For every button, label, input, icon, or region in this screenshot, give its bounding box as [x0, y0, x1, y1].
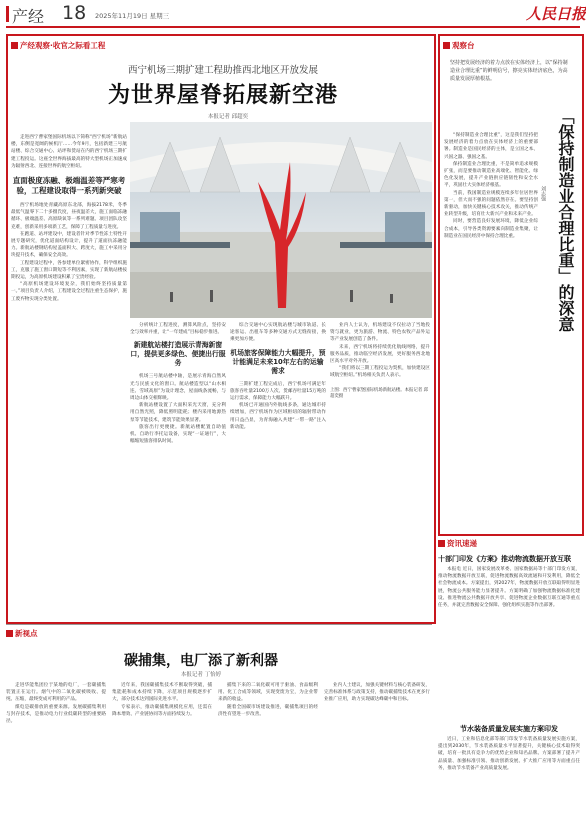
filler-text: “保持制造业合理比重”，这是我们坚持把发展经济的着力点放在实体经济上的重要部署。制造业是国民经济的主体，是立国之本、兴国之器、强国之基。	[444, 133, 538, 160]
carbon-top-rule	[6, 624, 432, 625]
filler-text: 未来，西宁机场将持续优化航线网络，提升服务品质，推动临空经济发展，更好服务西北地区高水平对外开放。	[330, 344, 430, 365]
subhead-a: 直面极度冻融、极端温差等严寒考验，工程建设取得一系列新突破	[12, 176, 126, 196]
tag-square-icon	[11, 42, 18, 49]
main-story	[6, 34, 436, 624]
main-column-3	[230, 322, 326, 431]
page-header	[0, 0, 586, 30]
page-number: 18	[62, 2, 87, 24]
observe-intro: 坚持把发展经济的着力点放在实体经济上，以“保持制造业合理比重”的鲜明信号，擦亮实体经济底色，为高质量发展厚植根基。	[450, 60, 568, 82]
main-column-1	[11, 134, 127, 303]
filler-text: 同时，要营造良好发展环境，降低企业综合成本，引导各类资源要素向制造业集聚，让制造业在国民经济中保持合理比重。	[444, 219, 538, 239]
filler-text: 工程建设过程中，各参建单位紧密协作，科学组织施工，克服了施工窗口期短等不利因素，实现了新航站楼按期投运，为高原机场建设积累了宝贵经验。	[11, 260, 127, 281]
header-rule	[6, 26, 580, 28]
filler-text: 走进华能集团位于某地的电厂，一套碳捕集装置正在运行。烟气中的二氧化碳被吸收、提纯、压缩，最终变成可利用的产品。	[6, 683, 106, 703]
carbon-tag: 新视点	[6, 628, 38, 639]
filler-text: 分析统计工程进度，测算风险点，坚持安全与效率并重，让“一年建成”目标稳步推进。	[130, 323, 226, 336]
filler-text: 在跑道、站坪建设中，建设者针对季节性冻土特性开展专题研究，优化道面结构设计，提升了道面抗冻融能力。新航站楼钢结构屋盖面积大、跨度大，施工中采用分块提升技术，确保安全高效。	[11, 231, 127, 259]
main-subtitle: 西宁机场三期扩建工程助推西北地区开放发展	[127, 65, 318, 76]
news-briefs	[438, 538, 580, 824]
filler-text: 新航站楼设置了大面积采光天窗，充分利用自然光照，降低照明能耗；楼内采用地源热泵等节能技术，建筑节能效果显著。	[130, 403, 226, 423]
filler-text: 本报电 近日，国家发展改革委、国家数据局等十部门印发方案，推动物流数据开放互联，促进物流数据高效流通和开发利用，降低全社会物流成本。方案提出，到2027年，物流数据开放互联取得明显进展，物流公共服务能力显著提升。方案明确了加强物流数据标准化建设、推进物流公共数据开放共享、促进物流企业数据互联互通等重点任务，并就完善数据安全保障、强化组织实施等作出部署。	[438, 567, 580, 609]
main-column-4	[330, 322, 430, 401]
filler-text: “我们将以三期工程投运为契机，加快建设区域航空枢纽。”机场相关负责人表示。	[330, 366, 430, 379]
photo-caption: 上图：西宁曹家堡国际机场新航站楼。本报记者 邱超奕摄	[330, 387, 428, 400]
filler-text: 近日，工业和信息化部等部门印发节水装备质量发展实施方案，提出到2030年，节水装备质量水平显著提升，关键核心技术取得突破，培育一批具有竞争力的优势企业和知名品牌。方案部署了提升产品质量、加强标准引领、推动创新发展、扩大推广应用等方面重点任务，推动节水装备产业高质量发展。	[438, 737, 580, 771]
carbon-column-4	[324, 682, 430, 704]
tag-square-icon	[438, 540, 445, 547]
carbon-column-3	[218, 682, 318, 718]
filler-text: 西宁机场地处青藏高原东北部，海拔2178米，冬季最低气温零下二十多摄氏度，昼夜温差大，施工面临冻融循环、极端温差、高原缺氧等一系列难题。项目团队攻坚克难，创新采用多项新工艺，保障了工程质量与进度。	[11, 203, 127, 230]
filler-text: 综合交通中心实现航站楼与城市轨道、长途客运、出租车等多种交通方式无缝衔接，换乘更加方便。	[230, 323, 326, 343]
filler-text: “高原机场建设环境复杂，我们始终坚持质量第一。”项目负责人介绍，工程建设全过程注重生态保护，施工废弃物实现分类处置。	[11, 282, 127, 302]
subhead-c: 机场旅客保障能力大幅提升，预计能满足未来10年左右的运输需求	[230, 348, 326, 375]
brief-item1-body	[438, 566, 580, 609]
filler-text: 捕集下来的二氧化碳可用于驱油、食品级利用、化工合成等领域，实现变废为宝，为企业带来新的收益。	[218, 683, 318, 703]
filler-text: 保持制造业合理比重，不是简单追求规模扩张，而是要推动制造业高端化、智能化、绿色化发展，提升产业链供应链韧性和安全水平，巩固壮大实体经济根基。	[444, 161, 538, 189]
observe-body	[444, 132, 538, 240]
section-marker	[6, 6, 9, 22]
filler-text: 专家表示，推动碳捕集规模化应用，还需在降本增效、产业链协同等方面持续发力。	[112, 704, 212, 717]
filler-text: 近年来，我国碳捕集技术不断取得突破，捕集能耗和成本持续下降，示范项目规模逐步扩大，部分技术达到国际先进水平。	[112, 683, 212, 703]
main-column-2	[130, 322, 226, 445]
filler-text: 旅客出行更便捷。新航站楼配置自助值机、自助行李托运设备，实现“一证通行”，大幅缩短旅客排队时间。	[130, 424, 226, 445]
newspaper-logo: 人民日报	[526, 5, 586, 23]
main-byline: 本报记者 邱超奕	[207, 114, 249, 120]
brief-item1-title: 十部门印发《方案》推动物流数据开放互联	[438, 555, 571, 563]
lead-paragraph: 走进西宁曹家堡国际机场以下简称“西宁机场”新航站楼，东侧是宽阔的候机厅……今年9月，包括新建三号航站楼、综合交通中心、站坪和货站在内的西宁机场三期扩建工程投运。这座全世界海拔最高的特大型机场正加速成为辐射西北、连接世界的航空枢纽。	[11, 135, 127, 169]
filler-text: 业内人士认为，机场建设不仅拉动了当地投资与就业，更为旅游、物流、特色农牧产品外运等产业发展创造了条件。	[330, 323, 430, 343]
carbon-headline: 碳捕集，电厂添了新利器	[124, 653, 278, 669]
filler-text: 三期扩建工程完成后，西宁机场可满足年旅客吞吐量2100万人次、货邮吞吐量15万吨的运行需求，保障能力大幅跃升。	[230, 381, 326, 402]
carbon-story	[6, 624, 432, 824]
filler-text: 随着全国碳市场建设推进，碳捕集项目的经济性有望进一步改善。	[218, 704, 318, 717]
terminal-photo	[130, 122, 432, 318]
main-headline: 为世界屋脊拓展新空港	[107, 82, 338, 108]
filler-text: 当前，我国制造业规模连续多年位居世界第一，但大而不强的问题依然存在。要坚持创新驱动，加快关键核心技术攻关，推动传统产业转型升级，培育壮大新兴产业和未来产业。	[444, 190, 538, 218]
brief-tag: 资讯速递	[438, 538, 477, 549]
carbon-column-1	[6, 682, 106, 725]
main-tag: 产经观察·收官之际看工程	[11, 40, 105, 51]
observe-vertical-title: 「保持制造业合理比重」的深意	[556, 108, 575, 332]
observe-tag: 观察台	[443, 40, 475, 51]
observe-author: 刘志强	[540, 186, 546, 201]
carbon-byline: 本报记者 丁怡婷	[180, 672, 222, 678]
issue-date: 2025年11月19日 星期三	[95, 12, 170, 20]
tag-square-icon	[6, 630, 13, 637]
filler-text: 机场三号航站楼中轴，是展示青海自然风光与民族文化的窗口。航站楼造型以“山水相连、雪域高原”为设计理念，屋面线条流畅，与周边山体交相辉映。	[130, 374, 226, 402]
filler-text: 煤电是碳排放的重要来源。发展碳捕集利用与封存技术，是推动电力行业低碳转型的重要路径。	[6, 704, 106, 725]
observation-column	[438, 34, 584, 536]
section-name: 产经	[12, 7, 45, 26]
filler-text: 业内人士建议，加强关键材料与核心装备研发，完善标准体系与政策支持，推动碳捕集技术在更多行业推广应用，助力实现碳达峰碳中和目标。	[324, 683, 430, 703]
terminal-illustration	[130, 122, 432, 318]
carbon-column-2	[112, 682, 212, 718]
subhead-b: 新建航站楼打造展示青海新窗口，提供更多绿色、便捷出行服务	[130, 341, 226, 368]
brief-item2-body	[438, 736, 580, 772]
filler-text: 机场已开通国内外航线多条，通达城市持续增加，西宁机场作为区域枢纽的辐射带动作用日益凸显，为青海融入共建“一带一路”注入新动能。	[230, 403, 326, 430]
tag-square-icon	[443, 42, 450, 49]
brief-item2-title: 节水装备质量发展实施方案印发	[460, 725, 558, 733]
